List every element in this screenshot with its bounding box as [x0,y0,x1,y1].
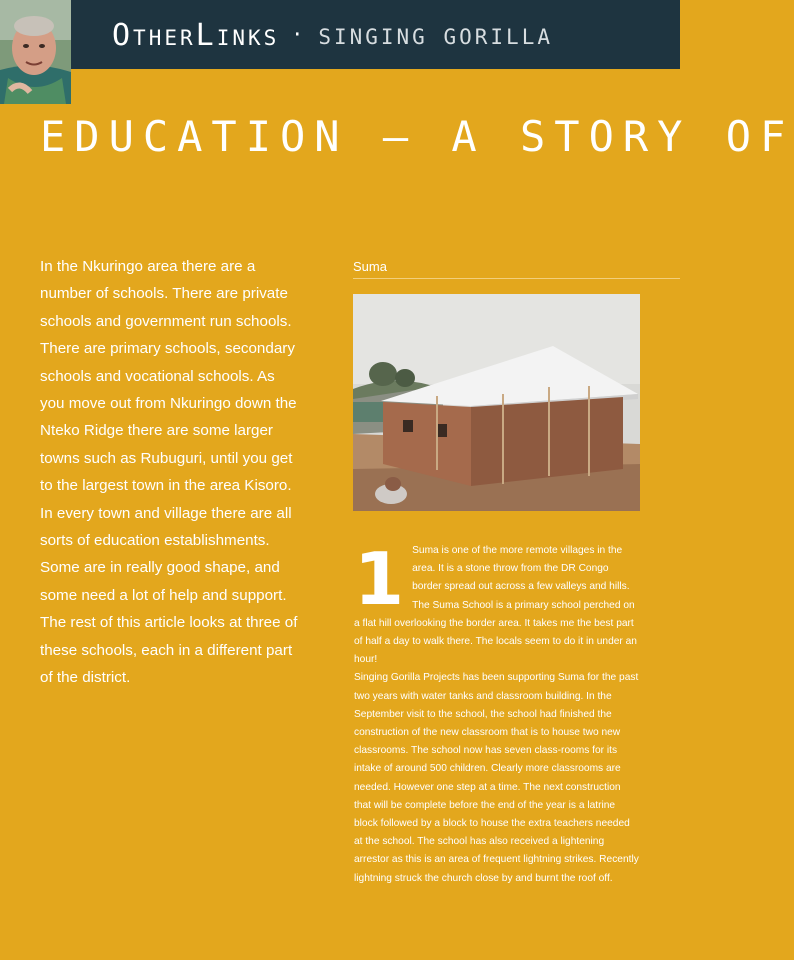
brand-subtitle: SINGING GORILLA [318,25,553,49]
brand-name: OtherLinks [112,18,280,53]
header-bar [0,0,680,69]
section-label: Suma [353,259,387,274]
intro-paragraph: In the Nkuringo area there are a number of schools. There are private schools and government run schools. There are primary schools, secondary schools and vocational schools. As you move out from Nkuringo down the Nteko Ridge there are some larger towns such as Rubuguri, until you get to the largest town in the area Kisoro. In every town and village there are all sorts of education establishments. Some are in really good shape, and some need a lot of help and support. The rest of this article looks at three of these schools, each in a different part of the district. [40,258,298,687]
masthead [112,18,553,53]
article-paragraph-1: Suma is one of the more remote villages in the area. It is a stone throw from the DR Congo border spread out across a few valleys and hills. The Suma School is a primary school perched on a flat hill overlooking the border area. It takes me the best part of half a day to walk there. The locals seem to do it in under an hour! [354,545,637,666]
section-number: 1 [354,537,405,621]
brand-separator: · [291,22,307,46]
section-divider [353,278,680,279]
article-paragraph-2: Singing Gorilla Projects has been supporting Suma for the past two years with water tanks and classroom building. In the September visit to the school, the school had finished the construction of the new classroom that is to house two new classrooms. The school now has seven class-rooms for its intake of around 500 children. Clearly more classrooms are needed. However one step at a time. The next construction that will be complete before the end of the year is a latrine block followed by a block to house the extra teachers needed at the school. The school has also received a lightening arrestor as this is an area of frequent lightning strikes. Recently lightning struck the church close by and burnt the roof off. [354,672,639,884]
page-title: EDUCATION – A STORY OF [40,112,794,161]
article-body [354,537,640,888]
school-photo [353,294,640,511]
author-avatar [0,0,71,104]
